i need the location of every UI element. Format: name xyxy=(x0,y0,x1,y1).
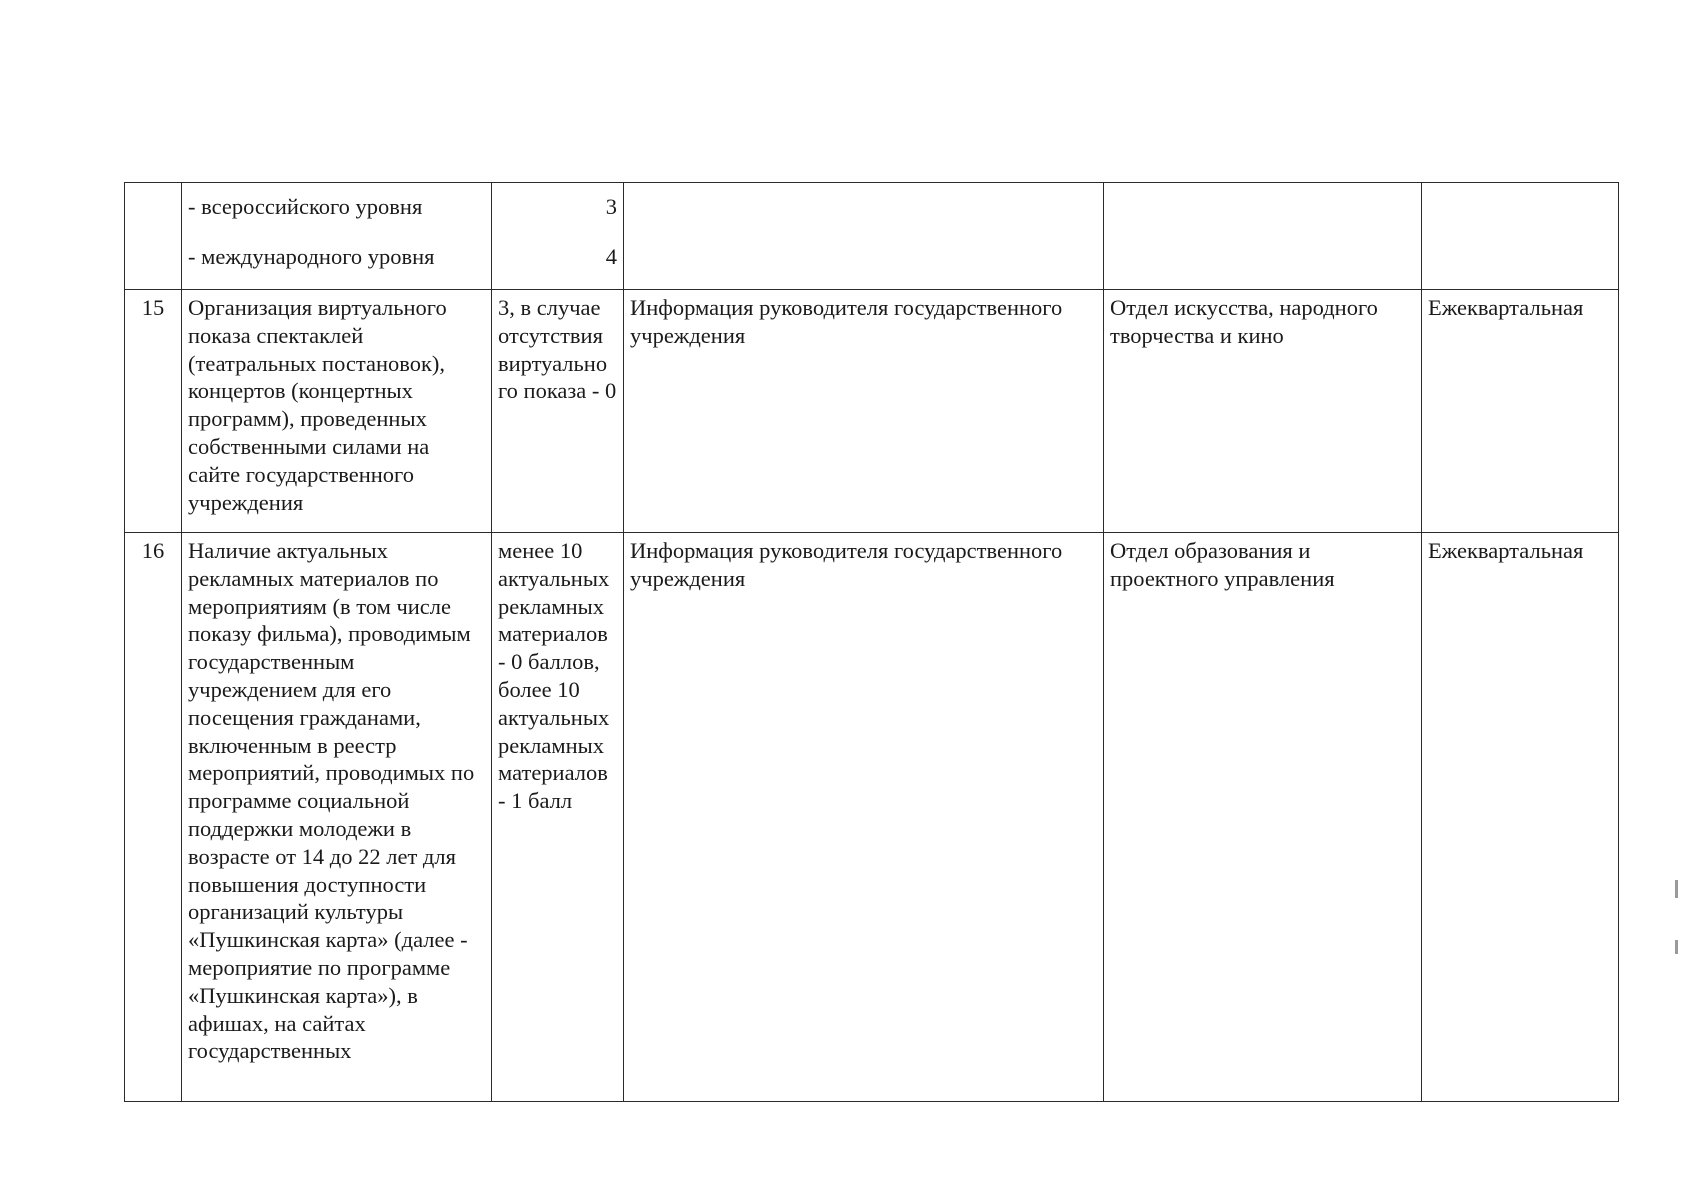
scan-edge-mark xyxy=(1675,940,1678,954)
score-cell xyxy=(492,183,624,290)
table-row xyxy=(125,290,1619,533)
level-value-international: 4 xyxy=(605,243,617,269)
table-row xyxy=(125,533,1619,1102)
reporting-frequency: Ежеквартальная xyxy=(1422,290,1619,533)
information-source: Информация руководителя государственного учреждения xyxy=(624,290,1104,533)
reporting-frequency: Ежеквартальная xyxy=(1422,533,1619,1102)
row-number: 15 xyxy=(125,290,182,533)
level-value-national: 3 xyxy=(605,194,617,219)
responsible-department: Отдел образования и проектного управления xyxy=(1104,533,1422,1102)
row-number-cell xyxy=(125,183,182,290)
level-label-national: - всероссийского уровня xyxy=(188,194,423,219)
row-number: 16 xyxy=(125,533,182,1102)
criterion-name-cell xyxy=(182,183,492,290)
level-label-international: - международного уровня xyxy=(188,243,435,269)
criterion-name: Организация виртуального показа спектаклей (театральных постановок), концертов (концертных программ), проведенных собственными силами на сайте государственного учреждения xyxy=(182,290,492,533)
frequency-cell xyxy=(1422,183,1619,290)
score-rule: менее 10 актуальных рекламных материалов - 0 баллов, более 10 актуальных рекламных материалов - 1 балл xyxy=(492,533,624,1102)
score-rule: 3, в случае отсутствия виртуально го показа - 0 xyxy=(492,290,624,533)
criterion-name: Наличие актуальных рекламных материалов по мероприятиям (в том числе показу фильма), проводимым государственным учреждением для его посещения гражданами, включенным в реестр мероприятий, проводимых по программе социальной поддержки молодежи в возрасте от 14 до 22 лет для повышения доступности организаций культуры «Пушкинская карта» (далее - мероприятие по программе «Пушкинская карта»), в афишах, на сайтах государственных xyxy=(182,533,492,1102)
scan-edge-mark xyxy=(1675,880,1678,898)
information-source: Информация руководителя государственного учреждения xyxy=(624,533,1104,1102)
department-cell xyxy=(1104,183,1422,290)
responsible-department: Отдел искусства, народного творчества и кино xyxy=(1104,290,1422,533)
table-row-continuation xyxy=(125,183,1619,290)
source-cell xyxy=(624,183,1104,290)
criteria-table xyxy=(124,182,1619,1102)
